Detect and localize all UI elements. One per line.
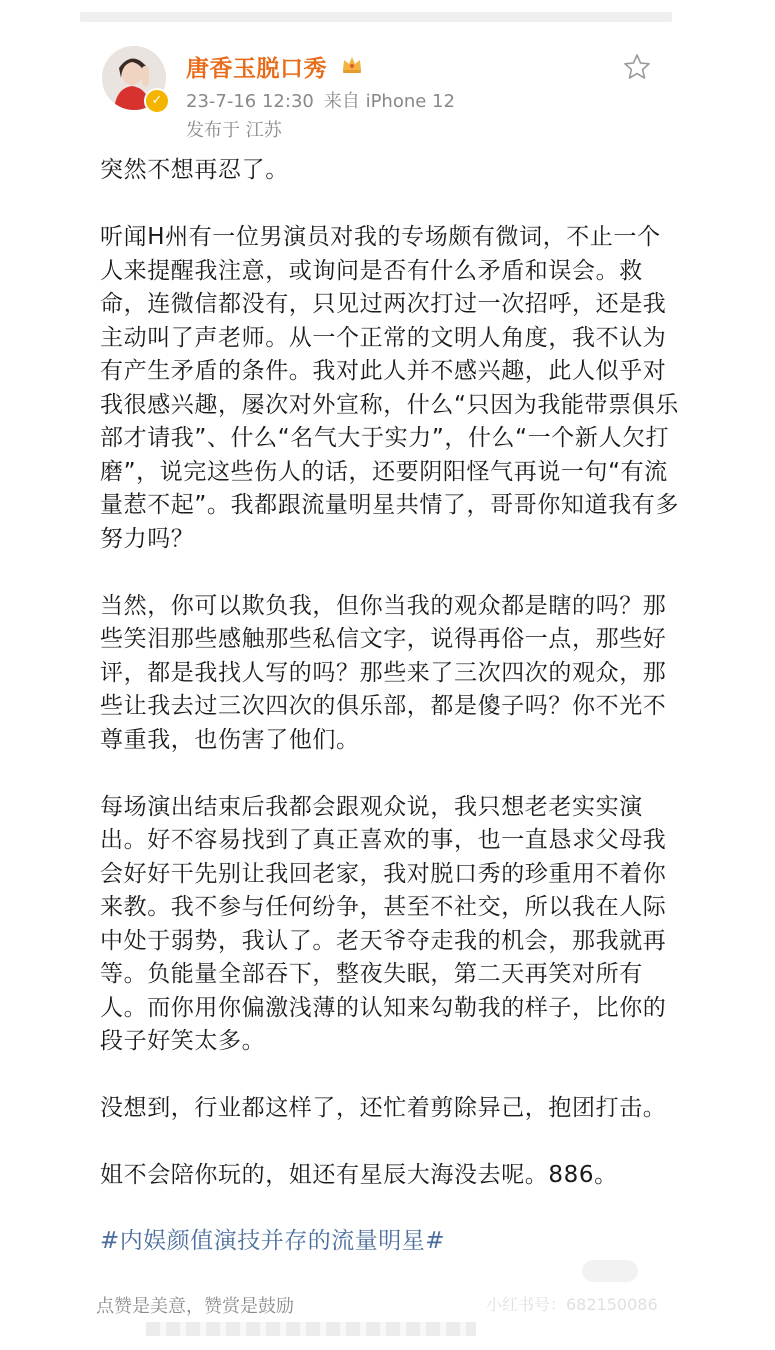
post-paragraph: 每场演出结束后我都会跟观众说，我只想老老实实演出。好不容易找到了真正喜欢的事，也一直恳求父母我会好好干先别让我回老家，我对脱口秀的珍重用不着你来教。我不参与任何纷争，甚至不社交，所以我在人际中处于弱势，我认了。老天爷夺走我的机会，那我就再等。负能量全部吞下，整夜失眠，第二天再笑对所有人。而你用你偏激浅薄的认知来勾勒我的样子，比你的段子好笑太多。 bbox=[100, 793, 667, 1054]
top-divider bbox=[80, 12, 672, 22]
bottom-divider bbox=[146, 1322, 476, 1336]
post-location: 发布于 江苏 bbox=[186, 120, 282, 141]
post-source: 来自 iPhone 12 bbox=[323, 91, 455, 112]
star-icon[interactable] bbox=[622, 52, 652, 82]
watermark: 小红书号：682150086 bbox=[486, 1295, 658, 1314]
reward-bubble bbox=[582, 1260, 638, 1282]
crown-icon bbox=[340, 52, 364, 76]
hashtag-link[interactable]: #内娱颜值演技并存的流量明星# bbox=[100, 1228, 446, 1254]
post-paragraph: 听闻H州有一位男演员对我的专场颇有微词，不止一个人来提醒我注意，或询问是否有什么矛盾和误会。救命，连微信都没有，只见过两次打过一次招呼，还是我主动叫了声老师。从一个正常的文明人角度，我不认为有产生矛盾的条件。我对此人并不感兴趣，此人似乎对我很感兴趣，屡次对外宣称，什么“只因为我能带票俱乐部才请我”、什么“名气大于实力”，什么“一个新人欠打磨”，说完这些伤人的话，还要阴阳怪气再说一句“有流量惹不起”。我都跟流量明星共情了，哥哥你知道我有多努力吗？ bbox=[100, 224, 679, 552]
post-paragraph: 姐不会陪你玩的，姐还有星辰大海没去呢。886。 bbox=[100, 1162, 618, 1188]
post-paragraph: 当然，你可以欺负我，但你当我的观众都是瞎的吗？那些笑泪那些感触那些私信文字，说得再俗一点，那些好评，都是我找人写的吗？那些来了三次四次的观众，那些让我去过三次四次的俱乐部，都是傻子吗？你不光不尊重我，也伤害了他们。 bbox=[100, 592, 667, 753]
verified-badge-icon: ✓ bbox=[144, 88, 170, 114]
post-body bbox=[100, 154, 680, 1193]
post-paragraph: 没想到，行业都这样了，还忙着剪除异己，抱团打击。 bbox=[100, 1095, 667, 1121]
post-meta bbox=[186, 87, 465, 113]
post-paragraph: 突然不想再忍了。 bbox=[100, 157, 289, 183]
post-date: 23-7-16 12:30 bbox=[186, 91, 314, 112]
author-name[interactable]: 唐香玉脱口秀 bbox=[186, 56, 327, 82]
footer-note: 点赞是美意，赞赏是鼓励 bbox=[96, 1296, 294, 1317]
